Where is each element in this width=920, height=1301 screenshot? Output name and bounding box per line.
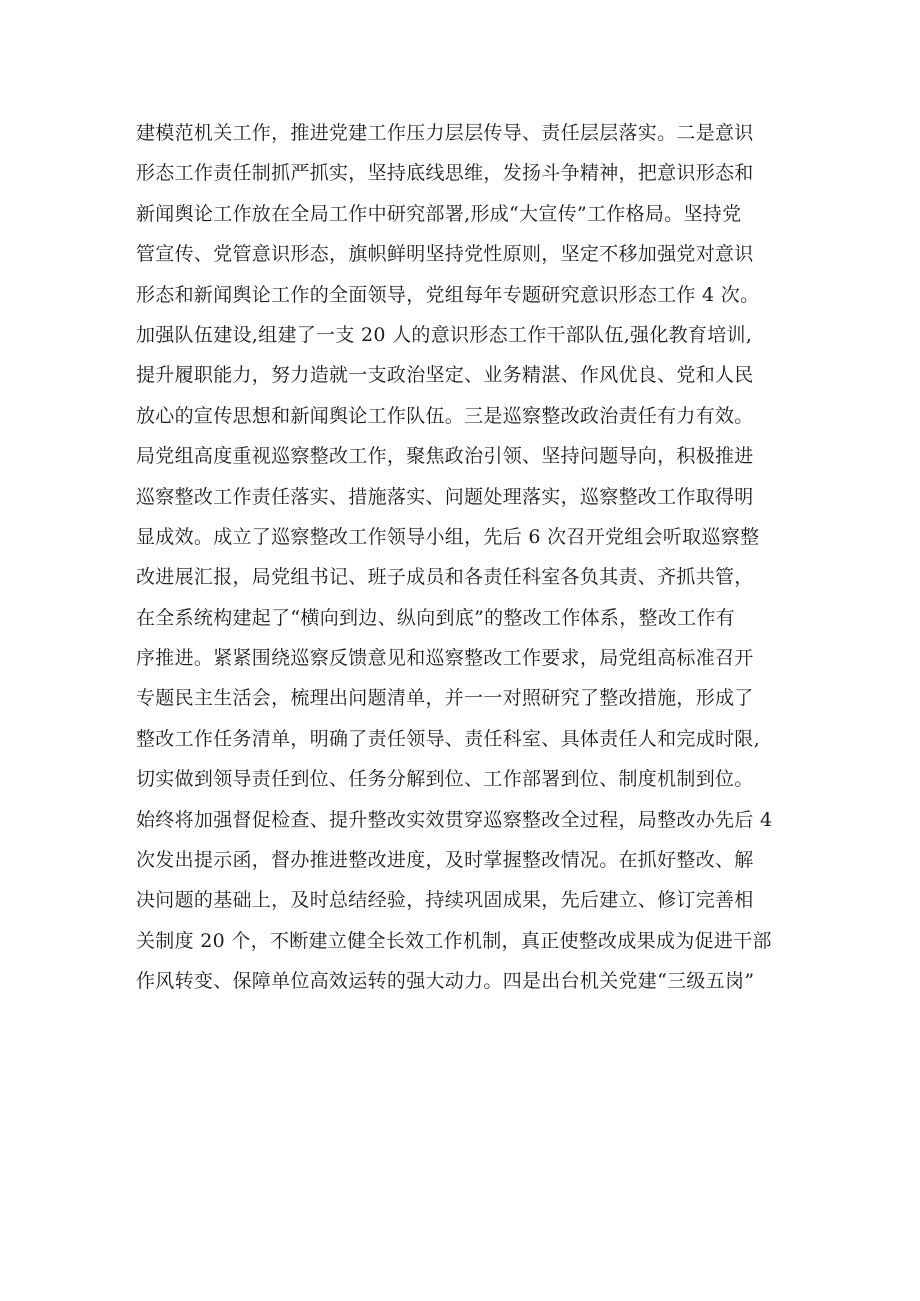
text-line: 新闻舆论工作放在全局工作中研究部署,形成“大宣传”工作格局。坚持党 bbox=[136, 202, 742, 225]
text-line: 建模范机关工作，推进党建工作压力层层传导、责任层层落实。二是意识 bbox=[136, 122, 754, 144]
text-line: 显成效。成立了巡察整改工作领导小组，先后 6 次召开党组会听取巡察整 bbox=[136, 525, 760, 548]
text-line: 次发出提示函，督办推进整改进度，及时掌握整改情况。在抓好整改、解 bbox=[136, 849, 754, 872]
text-line: 专题民主生活会，梳理出问题清单，并一一对照研究了整改措施，形成了 bbox=[136, 687, 754, 710]
text-line: 改进展汇报，局党组书记、班子成员和各责任科室各负其责、齐抓共管， bbox=[136, 566, 754, 589]
text-line: 形态工作责任制抓严抓实，坚持底线思维，发扬斗争精神，把意识形态和 bbox=[136, 162, 754, 185]
text-line: 管宣传、党管意识形态，旗帜鲜明坚持党性原则，坚定不移加强党对意识 bbox=[136, 243, 754, 266]
text-line: 整改工作任务清单，明确了责任领导、责任科室、具体责任人和完成时限, bbox=[136, 727, 760, 750]
text-line: 加强队伍建设,组建了一支 20 人的意识形态工作干部队伍,强化教育培训, bbox=[136, 323, 753, 346]
body-text bbox=[136, 113, 796, 1002]
text-line: 切实做到领导责任到位、任务分解到位、工作部署到位、制度机制到位。 bbox=[136, 768, 754, 791]
text-line: 作风转变、保障单位高效运转的强大动力。四是出台机关党建“三级五岗” bbox=[136, 970, 755, 993]
text-line: 决问题的基础上，及时总结经验，持续巩固成果，先后建立、修订完善相 bbox=[136, 889, 754, 912]
text-line: 提升履职能力，努力造就一支政治坚定、业务精湛、作风优良、党和人民 bbox=[136, 364, 754, 387]
text-line: 始终将加强督促检查、提升整改实效贯穿巡察整改全过程，局整改办先后 4 bbox=[136, 808, 773, 831]
text-line: 关制度 20 个，不断建立健全长效工作机制，真正使整改成果成为促进干部 bbox=[136, 929, 772, 952]
text-line: 放心的宣传思想和新闻舆论工作队伍。三是巡察整改政治责任有力有效。 bbox=[136, 404, 754, 427]
text-line: 形态和新闻舆论工作的全面领导，党组每年专题研究意识形态工作 4 次。 bbox=[136, 283, 760, 306]
text-line: 序推进。紧紧围绕巡察反馈意见和巡察整改工作要求，局党组高标准召开 bbox=[136, 647, 754, 670]
text-line: 局党组高度重视巡察整改工作，聚焦政治引领、坚持问题导向，积极推进 bbox=[136, 445, 754, 468]
text-line: 巡察整改工作责任落实、措施落实、问题处理落实，巡察整改工作取得明 bbox=[136, 485, 754, 508]
text-line: 在全系统构建起了“横向到边、纵向到底”的整改工作体系，整改工作有 bbox=[136, 606, 736, 629]
